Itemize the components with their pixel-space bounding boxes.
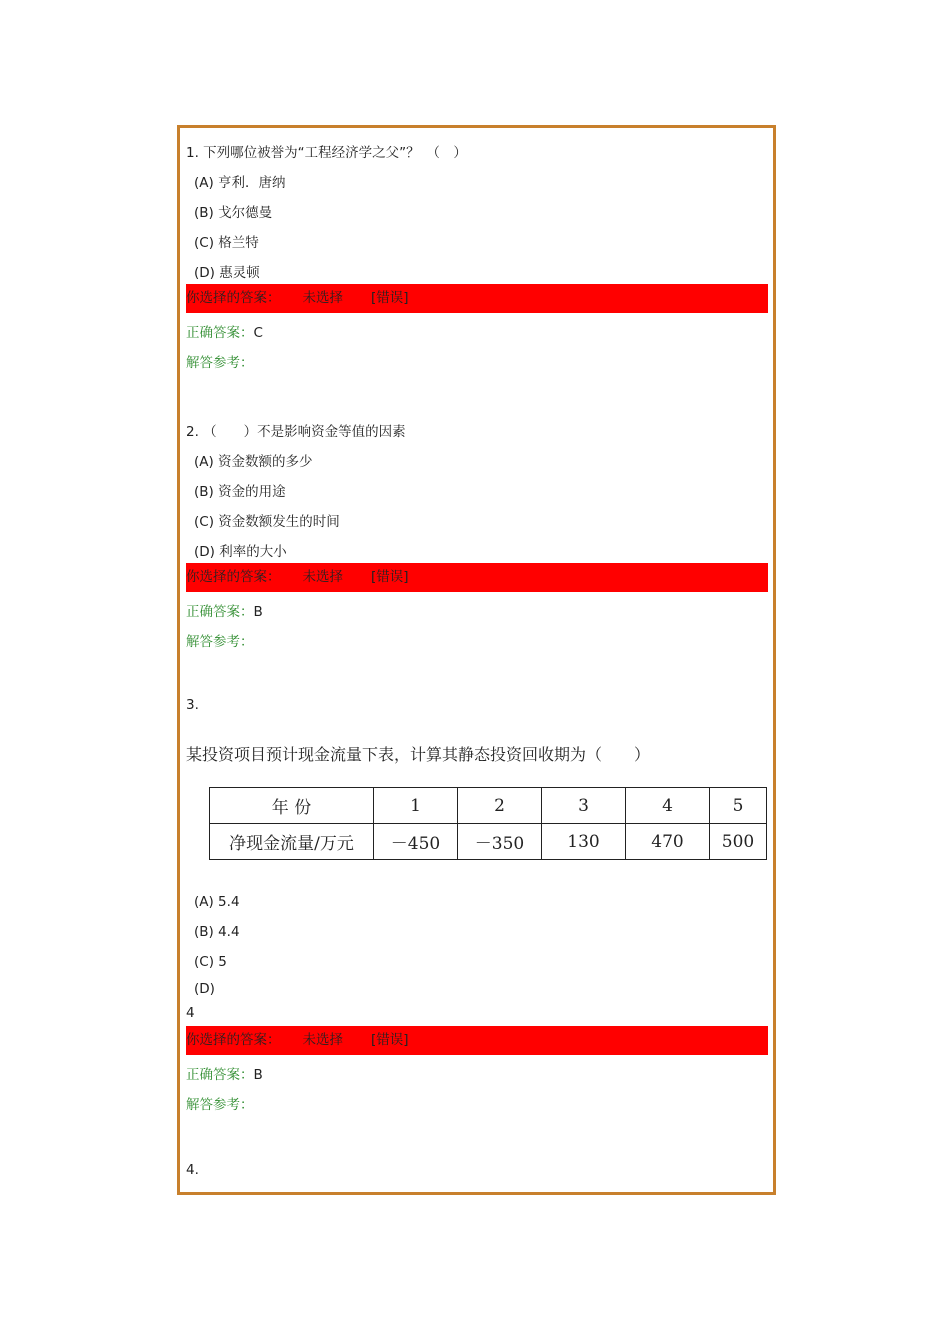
cash-flow-table [209, 787, 767, 860]
not-selected-text: 未选择 [302, 290, 343, 306]
option-b[interactable]: (B) 4.4 [194, 924, 240, 940]
table-cell: 470 [626, 824, 710, 860]
table-row [210, 824, 767, 860]
your-answer-label: 你选择的答案： [186, 290, 281, 306]
your-answer-label: 你选择的答案： [186, 1032, 281, 1048]
correct-answer-value: B [253, 1067, 263, 1083]
table-cell: －350 [458, 824, 542, 860]
correct-answer: 正确答案：C [186, 325, 263, 341]
option-a[interactable]: (A) 资金数额的多少 [194, 454, 313, 470]
correct-answer-value: C [253, 325, 263, 341]
table-cell: 3 [542, 788, 626, 824]
option-a[interactable]: (A) 亨利．唐纳 [194, 175, 286, 191]
reference-label: 解答参考： [186, 634, 254, 650]
question-stem: 2. （ ）不是影响资金等值的因素 [186, 424, 406, 440]
wrong-badge: [错误] [371, 290, 409, 306]
table-cell: 130 [542, 824, 626, 860]
table-cell: 500 [710, 824, 767, 860]
table-row [210, 788, 767, 824]
wrong-badge: [错误] [371, 569, 409, 585]
question-stem: 某投资项目预计现金流量下表，计算其静态投资回收期为（ ） [186, 745, 651, 764]
answer-status-bar [186, 563, 768, 592]
question-number: 3. [186, 697, 199, 713]
your-answer-label: 你选择的答案： [186, 569, 281, 585]
option-d[interactable]: (D) [194, 981, 215, 997]
option-d[interactable]: (D) 利率的大小 [194, 544, 287, 560]
table-cell: 1 [374, 788, 458, 824]
option-a[interactable]: (A) 5.4 [194, 894, 240, 910]
correct-answer: 正确答案：B [186, 1067, 263, 1083]
table-cell: 净现金流量/万元 [210, 824, 374, 860]
table-cell: 2 [458, 788, 542, 824]
correct-answer: 正确答案：B [186, 604, 263, 620]
table-cell: 年 份 [210, 788, 374, 824]
option-c[interactable]: (C) 5 [194, 954, 227, 970]
reference-label: 解答参考： [186, 1097, 254, 1113]
answer-status-bar [186, 284, 768, 313]
option-d-value: 4 [186, 1005, 195, 1021]
quiz-container [177, 125, 776, 1195]
not-selected-text: 未选择 [302, 1032, 343, 1048]
question-number: 4. [186, 1162, 199, 1178]
table-cell: 4 [626, 788, 710, 824]
question-stem: 1. 下列哪位被誉为“工程经济学之父”？ （ ） [186, 145, 467, 161]
not-selected-text: 未选择 [302, 569, 343, 585]
option-c[interactable]: (C) 格兰特 [194, 235, 259, 251]
option-c[interactable]: (C) 资金数额发生的时间 [194, 514, 340, 530]
answer-status-bar [186, 1026, 768, 1055]
option-b[interactable]: (B) 资金的用途 [194, 484, 286, 500]
correct-answer-value: B [253, 604, 263, 620]
reference-label: 解答参考： [186, 355, 254, 371]
option-b[interactable]: (B) 戈尔德曼 [194, 205, 273, 221]
option-d[interactable]: (D) 惠灵顿 [194, 265, 260, 281]
table-cell: －450 [374, 824, 458, 860]
wrong-badge: [错误] [371, 1032, 409, 1048]
table-cell: 5 [710, 788, 767, 824]
